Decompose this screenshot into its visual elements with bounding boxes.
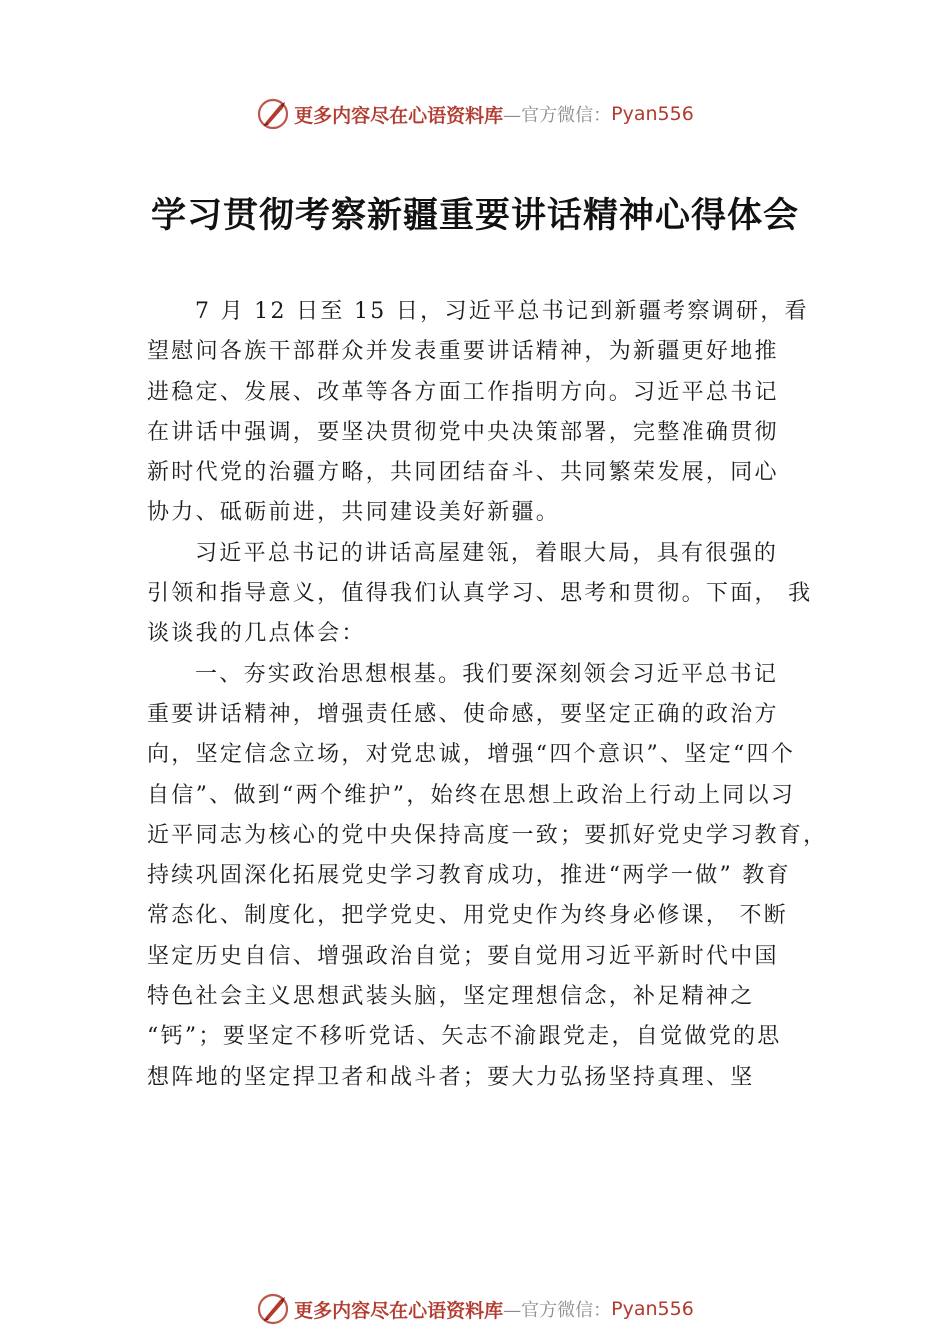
text-line: 近平同志为核心的党中央保持高度一致；要抓好党史学习教育，	[147, 822, 828, 848]
paragraph-2	[147, 534, 817, 655]
watermark-account: Pyan556	[611, 103, 694, 125]
quill-pen-icon	[256, 97, 290, 131]
watermark-brand-text: 更多内容尽在心语资料库	[294, 1299, 504, 1322]
quill-pen-icon	[256, 1292, 290, 1326]
text-line: 持续巩固深化拓展党史学习教育成功，推进“两学一做” 教育	[147, 863, 791, 889]
text-line: 引领和指导意义，值得我们认真学习、思考和贯彻。下面， 我	[147, 581, 813, 607]
text-line: 坚定历史自信、增强政治自觉；要自觉用习近平新时代中国	[147, 943, 779, 969]
text-line: 协力、砥砺前进，共同建设美好新疆。	[147, 500, 561, 526]
text-line: 常态化、制度化，把学党史、用党史作为终身必修课， 不断	[147, 903, 789, 929]
text-line: 进稳定、发展、改革等各方面工作指明方向。习近平总书记	[147, 379, 779, 405]
document-title: 学习贯彻考察新疆重要讲话精神心得体会	[150, 195, 799, 236]
text-line: 谈谈我的几点体会：	[147, 621, 366, 647]
text-line: 重要讲话精神，增强责任感、使命感，要坚定正确的政治方	[147, 701, 779, 727]
paragraph-1	[147, 292, 817, 534]
text-line: “钙”；要坚定不移听党话、矢志不渝跟党走，自觉做党的思	[147, 1024, 782, 1050]
document-body	[147, 292, 828, 1098]
text-line: 习近平总书记的讲话高屋建瓴，着眼大局，具有很强的	[195, 540, 779, 566]
text-line: 一、夯实政治思想根基。我们要深刻领会习近平总书记	[195, 661, 779, 687]
watermark-account: Pyan556	[611, 1298, 694, 1320]
text-line: 望慰问各族干部群众并发表重要讲话精神，为新疆更好地推	[147, 339, 779, 365]
text-line: 想阵地的坚定捍卫者和战斗者；要大力弘扬坚持真理、坚	[147, 1064, 755, 1090]
text-line: 在讲话中强调，要坚决贯彻党中央决策部署，完整准确贯彻	[147, 419, 779, 445]
paragraph-3	[147, 655, 828, 1098]
watermark-separator: —官方微信：	[503, 105, 612, 126]
watermark-separator: —官方微信：	[503, 1300, 612, 1321]
text-line: 自信”、做到“两个维护”，始终在思想上政治上行动上同以习	[147, 782, 796, 808]
text-line: 特色社会主义思想武装头脑，坚定理想信念，补足精神之	[147, 984, 755, 1010]
text-line: 新时代党的治疆方略，共同团结奋斗、共同繁荣发展，同心	[147, 460, 779, 486]
text-line: 向，坚定信念立场，对党忠诚，增强“四个意识”、坚定“四个	[147, 742, 796, 768]
text-line: 7 月 12 日至 15 日，习近平总书记到新疆考察调研，看	[195, 299, 809, 324]
header-watermark	[0, 94, 950, 134]
footer-watermark	[0, 1289, 950, 1329]
watermark-brand-text: 更多内容尽在心语资料库	[294, 104, 504, 127]
